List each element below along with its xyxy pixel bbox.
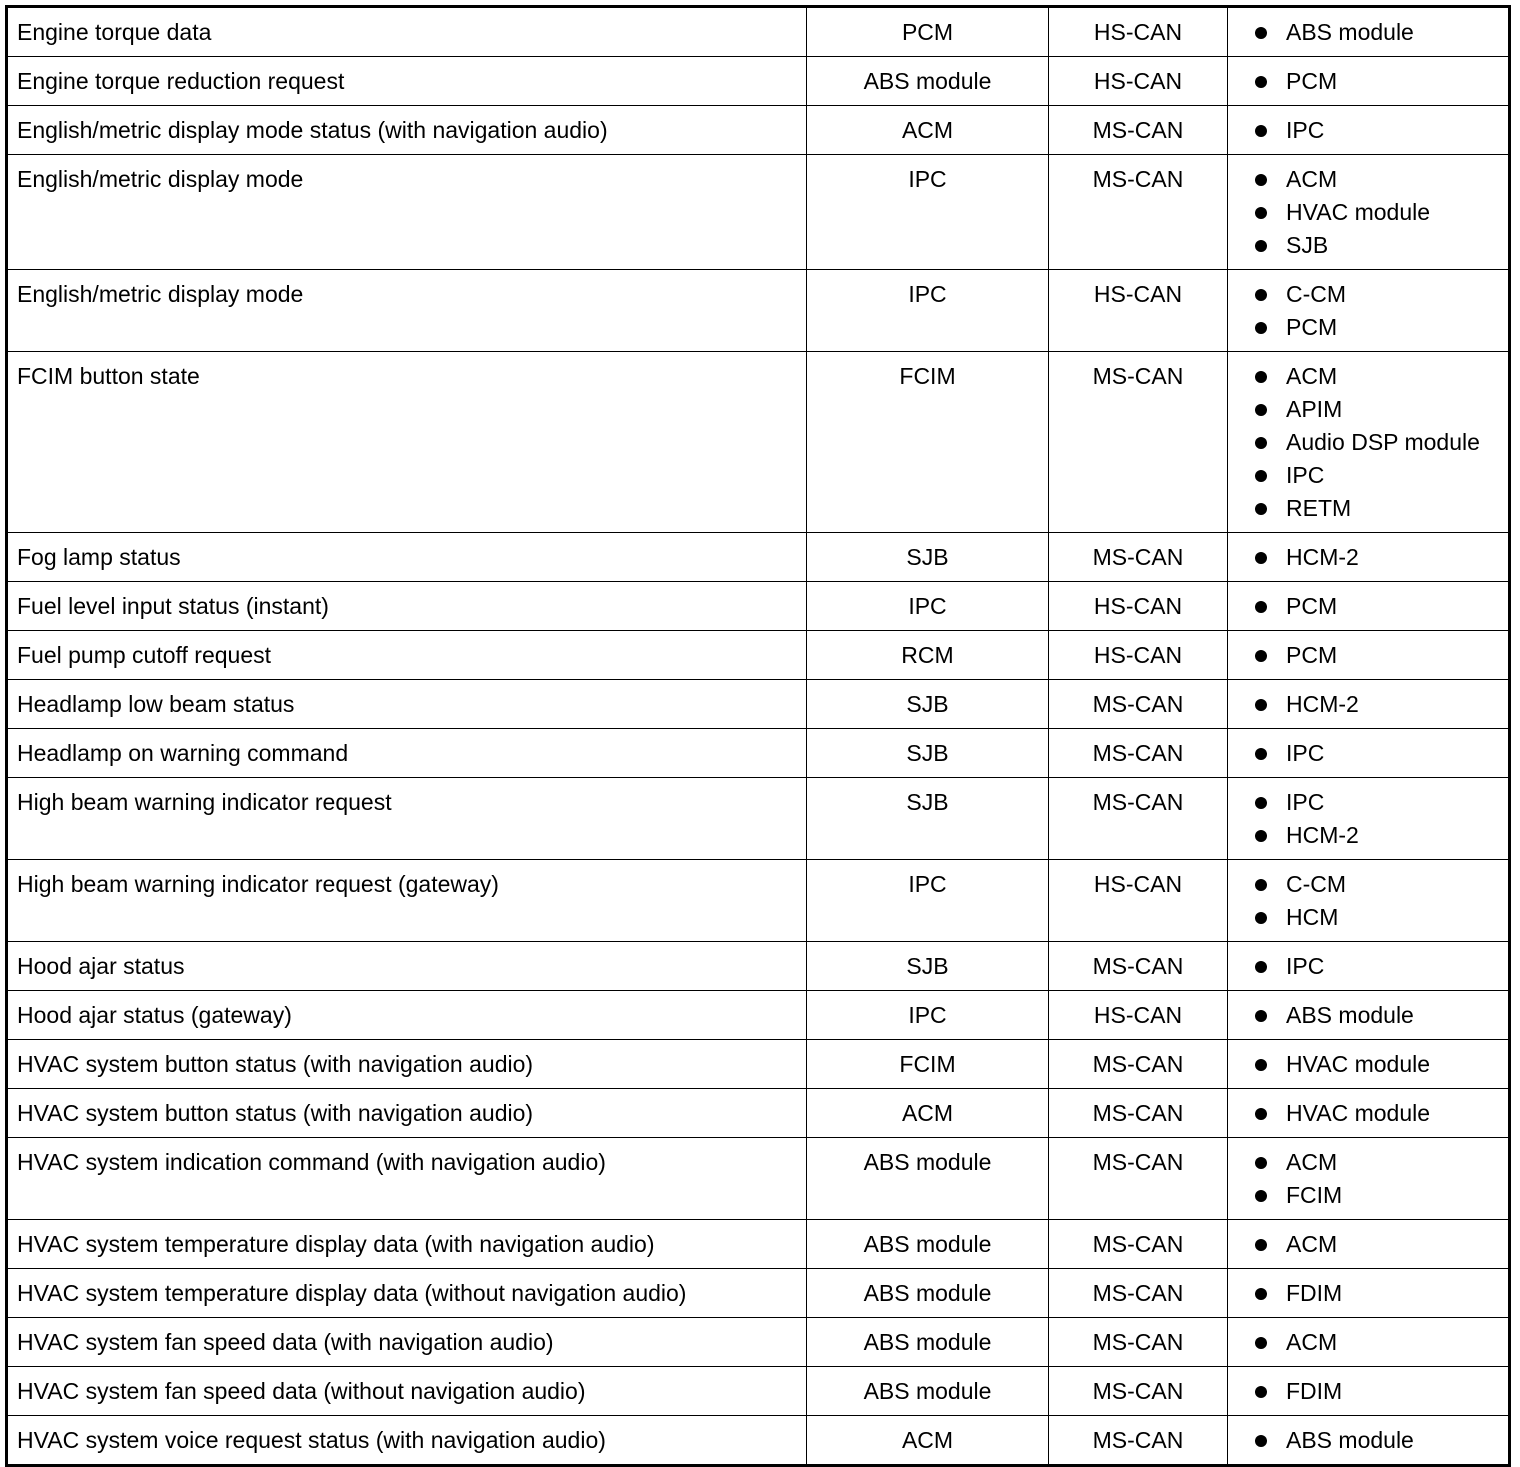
network-cell — [1049, 352, 1228, 533]
network-text: MS-CAN — [1092, 1051, 1184, 1077]
originator-text: ABS module — [863, 1280, 992, 1306]
receivers-cell — [1228, 1040, 1510, 1089]
originator-text: ACM — [901, 1100, 954, 1126]
receiver-item: C-CM — [1250, 278, 1508, 311]
receivers-cell — [1228, 860, 1510, 942]
receiver-list — [1250, 1326, 1508, 1359]
receiver-item: ABS module — [1250, 16, 1508, 49]
message-cell — [7, 582, 807, 631]
receiver-list — [1250, 65, 1508, 98]
table-row — [7, 631, 1510, 680]
message-text: HVAC system voice request status (with navigation audio) — [17, 1427, 606, 1453]
originator-cell — [807, 680, 1049, 729]
originator-text: ACM — [901, 1427, 954, 1453]
network-text: HS-CAN — [1093, 642, 1183, 668]
receiver-list — [1250, 737, 1508, 770]
message-text: HVAC system fan speed data (with navigation audio) — [17, 1329, 554, 1355]
table-row — [7, 680, 1510, 729]
network-cell — [1049, 57, 1228, 106]
message-cell — [7, 1089, 807, 1138]
receiver-list — [1250, 868, 1508, 934]
network-cell — [1049, 942, 1228, 991]
table-row — [7, 860, 1510, 942]
originator-cell — [807, 1089, 1049, 1138]
originator-cell — [807, 1220, 1049, 1269]
network-text: MS-CAN — [1092, 544, 1184, 570]
receiver-list — [1250, 639, 1508, 672]
originator-text: SJB — [906, 740, 949, 766]
message-cell — [7, 1318, 807, 1367]
message-text: Headlamp low beam status — [17, 691, 295, 717]
network-text: HS-CAN — [1093, 68, 1183, 94]
receivers-cell — [1228, 155, 1510, 270]
table-row — [7, 7, 1510, 57]
originator-cell — [807, 57, 1049, 106]
network-cell — [1049, 7, 1228, 57]
receiver-item: HVAC module — [1250, 1097, 1508, 1130]
network-cell — [1049, 1367, 1228, 1416]
message-text: Engine torque data — [17, 19, 212, 45]
network-cell — [1049, 155, 1228, 270]
table-row — [7, 1416, 1510, 1466]
table-row — [7, 533, 1510, 582]
message-cell — [7, 1040, 807, 1089]
originator-cell — [807, 1040, 1049, 1089]
receiver-item: FCIM — [1250, 1179, 1508, 1212]
receiver-item: ACM — [1250, 1146, 1508, 1179]
originator-cell — [807, 1318, 1049, 1367]
message-text: Fuel level input status (instant) — [17, 593, 329, 619]
originator-text: IPC — [908, 1002, 947, 1028]
message-text: Fuel pump cutoff request — [17, 642, 271, 668]
network-text: MS-CAN — [1092, 1280, 1184, 1306]
network-text: HS-CAN — [1093, 1002, 1183, 1028]
receivers-cell — [1228, 270, 1510, 352]
network-cell — [1049, 1138, 1228, 1220]
receivers-cell — [1228, 533, 1510, 582]
receiver-list — [1250, 1375, 1508, 1408]
receiver-item: IPC — [1250, 737, 1508, 770]
receiver-item: HCM-2 — [1250, 819, 1508, 852]
receiver-item: ACM — [1250, 163, 1508, 196]
message-cell — [7, 106, 807, 155]
receivers-cell — [1228, 680, 1510, 729]
receiver-item: IPC — [1250, 950, 1508, 983]
message-text: HVAC system indication command (with navigation audio) — [17, 1149, 606, 1175]
originator-text: PCM — [901, 19, 954, 45]
originator-cell — [807, 991, 1049, 1040]
receiver-list — [1250, 114, 1508, 147]
message-text: English/metric display mode status (with navigation audio) — [17, 117, 608, 143]
originator-cell — [807, 778, 1049, 860]
receiver-list — [1250, 1146, 1508, 1212]
message-cell — [7, 57, 807, 106]
receivers-cell — [1228, 1416, 1510, 1466]
originator-cell — [807, 270, 1049, 352]
message-cell — [7, 1416, 807, 1466]
message-text: HVAC system fan speed data (without navigation audio) — [17, 1378, 586, 1404]
receiver-item: HCM-2 — [1250, 688, 1508, 721]
originator-text: ABS module — [863, 1231, 992, 1257]
originator-cell — [807, 729, 1049, 778]
receiver-item: HVAC module — [1250, 196, 1508, 229]
message-cell — [7, 1138, 807, 1220]
receiver-list — [1250, 541, 1508, 574]
network-text: MS-CAN — [1092, 363, 1184, 389]
message-cell — [7, 680, 807, 729]
message-cell — [7, 155, 807, 270]
network-text: HS-CAN — [1093, 19, 1183, 45]
receiver-item: APIM — [1250, 393, 1508, 426]
originator-text: IPC — [908, 593, 947, 619]
originator-text: ABS module — [863, 1329, 992, 1355]
message-text: HVAC system button status (with navigation audio) — [17, 1100, 534, 1126]
receiver-list — [1250, 1228, 1508, 1261]
originator-cell — [807, 352, 1049, 533]
receivers-cell — [1228, 1367, 1510, 1416]
receivers-cell — [1228, 778, 1510, 860]
network-cell — [1049, 1318, 1228, 1367]
receiver-list — [1250, 1424, 1508, 1457]
receiver-list — [1250, 1277, 1508, 1310]
network-cell — [1049, 991, 1228, 1040]
receiver-item: FDIM — [1250, 1375, 1508, 1408]
message-cell — [7, 729, 807, 778]
network-cell — [1049, 1089, 1228, 1138]
receiver-item: FDIM — [1250, 1277, 1508, 1310]
originator-cell — [807, 155, 1049, 270]
receiver-list — [1250, 688, 1508, 721]
originator-text: IPC — [908, 166, 947, 192]
originator-text: SJB — [906, 691, 949, 717]
message-text: High beam warning indicator request (gateway) — [17, 871, 499, 897]
receiver-item: PCM — [1250, 590, 1508, 623]
receivers-cell — [1228, 7, 1510, 57]
receiver-item: HCM-2 — [1250, 541, 1508, 574]
message-text: HVAC system temperature display data (with navigation audio) — [17, 1231, 655, 1257]
table-row — [7, 778, 1510, 860]
receivers-cell — [1228, 582, 1510, 631]
receivers-cell — [1228, 57, 1510, 106]
message-cell — [7, 778, 807, 860]
originator-text: RCM — [901, 642, 954, 668]
network-text: HS-CAN — [1093, 871, 1183, 897]
receiver-item: ABS module — [1250, 999, 1508, 1032]
originator-cell — [807, 1269, 1049, 1318]
originator-cell — [807, 860, 1049, 942]
receiver-item: ACM — [1250, 360, 1508, 393]
receivers-cell — [1228, 1138, 1510, 1220]
receiver-item: C-CM — [1250, 868, 1508, 901]
network-cell — [1049, 533, 1228, 582]
receiver-list — [1250, 1097, 1508, 1130]
originator-text: ACM — [901, 117, 954, 143]
network-cell — [1049, 270, 1228, 352]
originator-cell — [807, 582, 1049, 631]
table-row — [7, 1269, 1510, 1318]
receiver-item: ABS module — [1250, 1424, 1508, 1457]
originator-text: ABS module — [863, 1149, 992, 1175]
originator-text: SJB — [906, 544, 949, 570]
message-cell — [7, 860, 807, 942]
message-text: Hood ajar status (gateway) — [17, 1002, 292, 1028]
message-text: HVAC system temperature display data (without navigation audio) — [17, 1280, 687, 1306]
network-cell — [1049, 1220, 1228, 1269]
receiver-item: Audio DSP module — [1250, 426, 1508, 459]
receivers-cell — [1228, 942, 1510, 991]
receiver-item: ACM — [1250, 1228, 1508, 1261]
message-cell — [7, 270, 807, 352]
message-cell — [7, 631, 807, 680]
message-cell — [7, 7, 807, 57]
network-text: MS-CAN — [1092, 1378, 1184, 1404]
message-text: Fog lamp status — [17, 544, 181, 570]
table-row — [7, 1089, 1510, 1138]
table-row — [7, 1318, 1510, 1367]
table-row — [7, 155, 1510, 270]
message-text: High beam warning indicator request — [17, 789, 392, 815]
table-row — [7, 270, 1510, 352]
network-cell — [1049, 680, 1228, 729]
network-text: MS-CAN — [1092, 1149, 1184, 1175]
receiver-item: RETM — [1250, 492, 1508, 525]
originator-cell — [807, 106, 1049, 155]
table-row — [7, 1138, 1510, 1220]
table-row — [7, 729, 1510, 778]
table-row — [7, 942, 1510, 991]
network-text: MS-CAN — [1092, 1329, 1184, 1355]
receiver-list — [1250, 360, 1508, 525]
receivers-cell — [1228, 106, 1510, 155]
message-cell — [7, 942, 807, 991]
message-cell — [7, 1269, 807, 1318]
message-text: HVAC system button status (with navigation audio) — [17, 1051, 534, 1077]
network-cell — [1049, 582, 1228, 631]
message-text: English/metric display mode — [17, 281, 304, 307]
receivers-cell — [1228, 352, 1510, 533]
message-text: English/metric display mode — [17, 166, 304, 192]
receivers-cell — [1228, 1220, 1510, 1269]
table-row — [7, 991, 1510, 1040]
receiver-list — [1250, 1048, 1508, 1081]
network-text: MS-CAN — [1092, 1100, 1184, 1126]
receivers-cell — [1228, 1089, 1510, 1138]
originator-cell — [807, 533, 1049, 582]
network-message-table-container — [5, 5, 1511, 1467]
message-text: Hood ajar status — [17, 953, 185, 979]
originator-cell — [807, 631, 1049, 680]
receiver-item: IPC — [1250, 459, 1508, 492]
receivers-cell — [1228, 631, 1510, 680]
message-text: FCIM button state — [17, 363, 200, 389]
message-cell — [7, 1367, 807, 1416]
message-cell — [7, 1220, 807, 1269]
receiver-list — [1250, 950, 1508, 983]
network-cell — [1049, 860, 1228, 942]
network-cell — [1049, 729, 1228, 778]
network-message-table — [5, 5, 1511, 1467]
receivers-cell — [1228, 1318, 1510, 1367]
table-row — [7, 582, 1510, 631]
message-text: Engine torque reduction request — [17, 68, 345, 94]
network-cell — [1049, 106, 1228, 155]
table-row — [7, 1220, 1510, 1269]
network-text: HS-CAN — [1093, 281, 1183, 307]
network-text: MS-CAN — [1092, 740, 1184, 766]
originator-text: ABS module — [863, 1378, 992, 1404]
originator-cell — [807, 942, 1049, 991]
receivers-cell — [1228, 729, 1510, 778]
network-cell — [1049, 778, 1228, 860]
network-text: MS-CAN — [1092, 117, 1184, 143]
originator-text: IPC — [908, 281, 947, 307]
originator-text: FCIM — [899, 1051, 956, 1077]
originator-cell — [807, 1367, 1049, 1416]
message-text: Headlamp on warning command — [17, 740, 349, 766]
table-row — [7, 1367, 1510, 1416]
receiver-item: SJB — [1250, 229, 1508, 262]
network-cell — [1049, 1416, 1228, 1466]
receiver-item: IPC — [1250, 786, 1508, 819]
receiver-list — [1250, 278, 1508, 344]
network-text: MS-CAN — [1092, 691, 1184, 717]
receiver-list — [1250, 163, 1508, 262]
message-cell — [7, 533, 807, 582]
network-text: MS-CAN — [1092, 953, 1184, 979]
originator-cell — [807, 7, 1049, 57]
receiver-item: HVAC module — [1250, 1048, 1508, 1081]
receiver-item: HCM — [1250, 901, 1508, 934]
receiver-item: IPC — [1250, 114, 1508, 147]
table-row — [7, 1040, 1510, 1089]
receivers-cell — [1228, 1269, 1510, 1318]
receiver-list — [1250, 16, 1508, 49]
originator-text: SJB — [906, 953, 949, 979]
network-text: MS-CAN — [1092, 1427, 1184, 1453]
network-cell — [1049, 1269, 1228, 1318]
message-cell — [7, 352, 807, 533]
receiver-item: PCM — [1250, 311, 1508, 344]
network-text: HS-CAN — [1093, 593, 1183, 619]
originator-text: IPC — [908, 871, 947, 897]
receiver-list — [1250, 999, 1508, 1032]
originator-text: ABS module — [863, 68, 992, 94]
receiver-list — [1250, 590, 1508, 623]
network-text: MS-CAN — [1092, 166, 1184, 192]
network-text: MS-CAN — [1092, 1231, 1184, 1257]
receiver-item: ACM — [1250, 1326, 1508, 1359]
originator-text: FCIM — [899, 363, 956, 389]
message-cell — [7, 991, 807, 1040]
receivers-cell — [1228, 991, 1510, 1040]
table-row — [7, 352, 1510, 533]
receiver-item: PCM — [1250, 639, 1508, 672]
table-row — [7, 106, 1510, 155]
originator-cell — [807, 1416, 1049, 1466]
network-text: MS-CAN — [1092, 789, 1184, 815]
receiver-item: PCM — [1250, 65, 1508, 98]
originator-text: SJB — [906, 789, 949, 815]
table-row — [7, 57, 1510, 106]
network-cell — [1049, 631, 1228, 680]
network-cell — [1049, 1040, 1228, 1089]
receiver-list — [1250, 786, 1508, 852]
table-body — [7, 7, 1510, 1466]
originator-cell — [807, 1138, 1049, 1220]
